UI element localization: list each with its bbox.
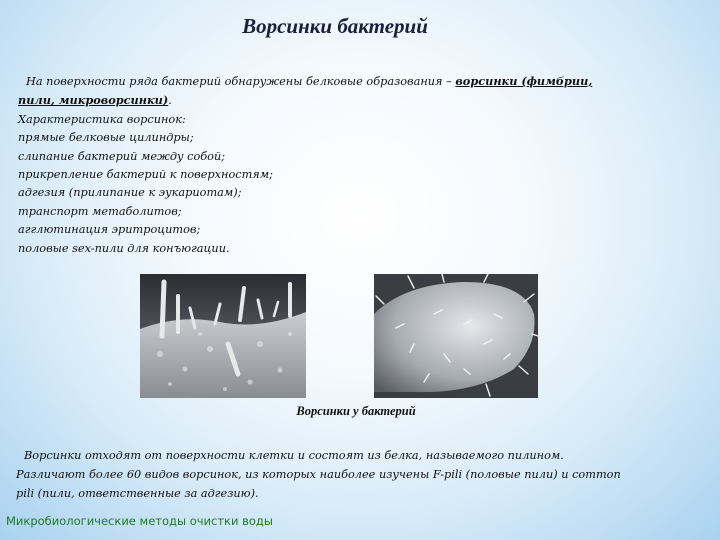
pili-term-link-cont: пили, микроворсинки): [18, 93, 169, 108]
characteristic-item: слипание бактерий между собой;: [18, 149, 226, 163]
micrograph-pili-surface: [140, 274, 306, 398]
intro-text-block: [18, 72, 678, 258]
characteristic-item: адгезия (прилипание к эукариотам);: [18, 186, 242, 200]
micrograph-rod-bacterium: [374, 274, 538, 398]
bottom-line: pili (пили, ответственные за адгезию).: [16, 487, 259, 500]
characteristic-item: половые sex-пили для конъюгации.: [18, 241, 230, 255]
intro-line-2: пили, микроворсинки).: [18, 93, 172, 108]
pili-term-link: ворсинки (фимбрии,: [455, 74, 593, 88]
bottom-line: Ворсинки отходят от поверхности клетки и состоят из белка, называемого пилином.: [24, 449, 564, 462]
characteristics-heading: Характеристика ворсинок:: [18, 112, 186, 126]
characteristic-item: агглютинация эритроцитов;: [18, 223, 201, 237]
characteristic-item: прямые белковые цилиндры;: [18, 131, 194, 145]
bottom-line: Различают более 60 видов ворсинок, из которых наиболее изучены F-pili (половые пили) и common: [16, 468, 621, 481]
micrograph-pili-surface-image: [140, 274, 306, 398]
figure-caption: Ворсинки у бактерий: [296, 404, 416, 418]
slide-title: Ворсинки бактерий: [242, 14, 428, 38]
intro-line-1: На поверхности ряда бактерий обнаружены белковые образования – ворсинки (фимбрии,: [26, 74, 593, 88]
characteristic-item: прикрепление бактерий к поверхностям;: [18, 168, 273, 182]
micrograph-rod-bacterium-image: [374, 274, 538, 398]
characteristic-item: транспорт метаболитов;: [18, 204, 182, 218]
slide-footer: Микробиологические методы очистки воды: [6, 514, 273, 528]
bottom-text-block: [16, 446, 706, 503]
